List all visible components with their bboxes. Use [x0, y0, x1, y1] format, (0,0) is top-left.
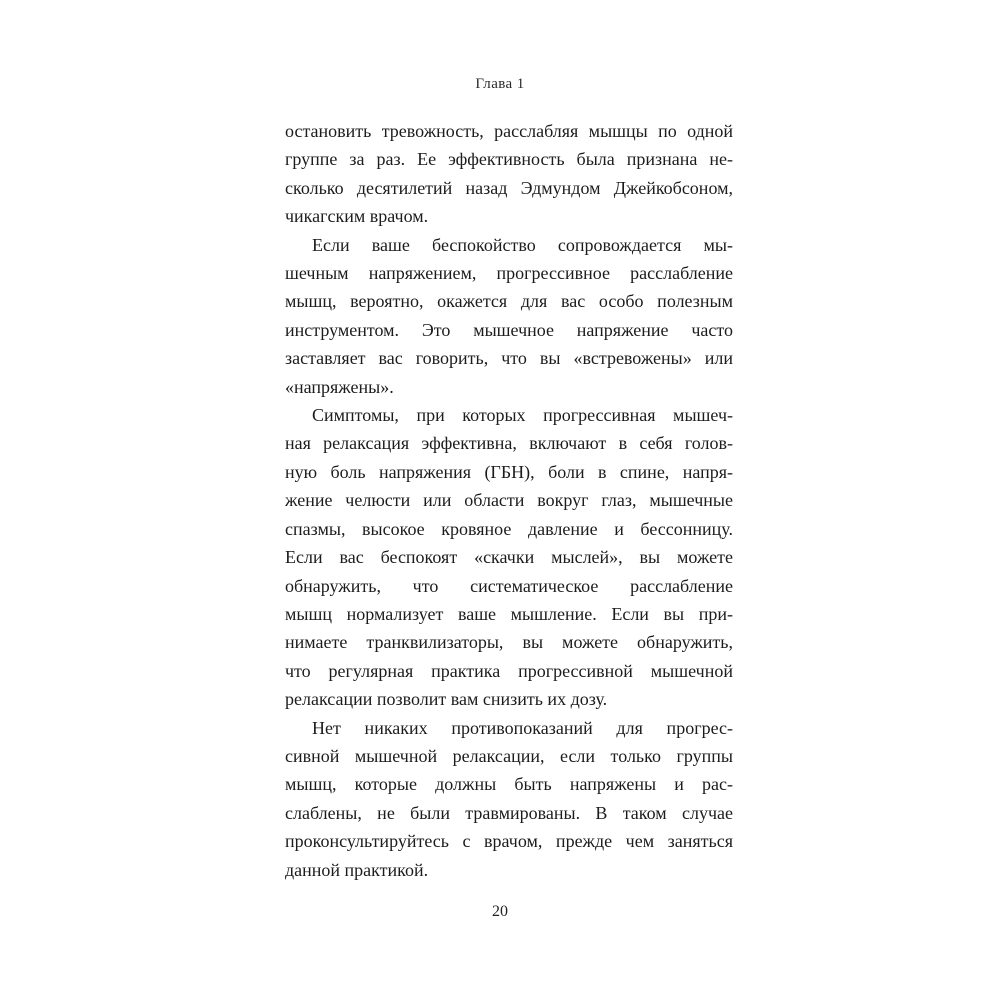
text-line: сивной мышечной релаксации, если только группы	[285, 745, 733, 766]
text-line: релаксации позволит вам снизить их дозу.	[285, 689, 608, 710]
paragraph	[285, 231, 733, 401]
text-line: сколько десятилетий назад Эдмундом Джейкобсоном,	[285, 177, 733, 198]
text-line: чикагским врачом.	[285, 206, 429, 227]
text-line: данной практикой.	[285, 859, 429, 880]
text-line: что регулярная практика прогрессивной мышечной	[285, 660, 733, 681]
paragraph	[285, 714, 733, 884]
page-number: 20	[492, 903, 508, 920]
text-line: группе за раз. Ее эффективность была признана не-	[285, 149, 733, 170]
text-line: мышц нормализует ваше мышление. Если вы при-	[285, 603, 733, 624]
running-header: Глава 1	[475, 76, 525, 92]
text-line: заставляет вас говорить, что вы «встревожены» или	[285, 348, 733, 369]
text-line: жение челюсти или области вокруг глаз, мышечные	[285, 490, 733, 511]
text-line: Если ваше беспокойство сопровождается мы-	[312, 234, 733, 255]
text-line: Симптомы, при которых прогрессивная мышеч-	[312, 405, 733, 426]
text-line: инструментом. Это мышечное напряжение часто	[285, 319, 733, 340]
text-line: обнаружить, что систематическое расслабление	[285, 575, 733, 596]
text-line: нимаете транквилизаторы, вы можете обнаружить,	[285, 632, 733, 653]
text-line: проконсультируйтесь с врачом, прежде чем заняться	[285, 831, 733, 852]
paragraph	[285, 117, 733, 231]
body-text	[285, 117, 733, 884]
text-line: ная релаксация эффективна, включают в себя голов-	[285, 433, 733, 454]
text-line: Если вас беспокоят «скачки мыслей», вы можете	[285, 547, 733, 568]
text-line: Нет никаких противопоказаний для прогрес-	[312, 717, 733, 738]
text-line: ную боль напряжения (ГБН), боли в спине, напря-	[285, 461, 733, 482]
text-line: слаблены, не были травмированы. В таком случае	[285, 802, 733, 823]
text-line: шечным напряжением, прогрессивное расслабление	[285, 263, 733, 284]
text-line: «напряжены».	[285, 376, 394, 397]
text-line: мышц, которые должны быть напряжены и рас-	[285, 774, 733, 795]
text-line: мышц, вероятно, окажется для вас особо полезным	[285, 291, 733, 312]
text-line: спазмы, высокое кровяное давление и бессонницу.	[285, 518, 733, 539]
text-line: остановить тревожность, расслабляя мышцы по одной	[285, 121, 733, 141]
paragraph	[285, 401, 733, 713]
